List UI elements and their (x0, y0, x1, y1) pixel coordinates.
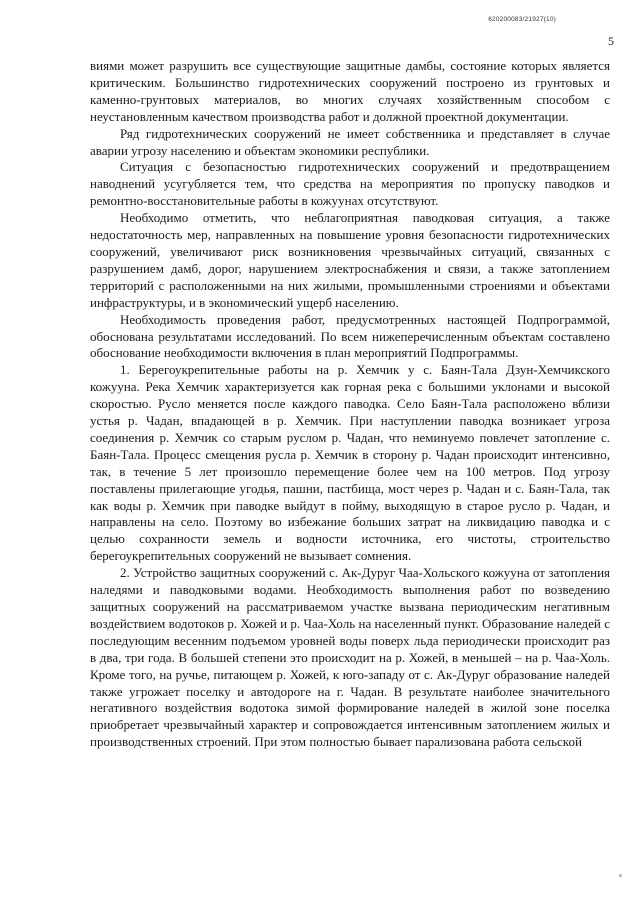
page-number: 5 (608, 34, 614, 48)
document-body (90, 58, 610, 751)
paragraph-item-2: 2. Устройство защитных сооружений с. Ак-Дуруг Чаа-Хольского кожууна от затопления наледями и паводковыми водами. Необходимость выполнения работ по возведению защитных сооружений на рассматриваемом участке вызвана периодическим негативным воздействием водотоков р. Хожей и р. Чаа-Холь на населенный пункт. Образование наледей с последующим весенним подъемом уровней воды поверх льда периодически происходит раз в два, три года. В большей степени это происходит на р. Хожей, в меньшей – на р. Чаа-Холь. Кроме того, на ручье, питающем р. Хожей, к юго-западу от с. Ак-Дуруг образование наледей также угрожает поселку и автодороге на г. Чадан. В результате наиболее значительного негативного воздействия водотока зимой формирование наледей в жилой зоне поселка приобретает чрезвычайный характер и сопровождается интенсивным затоплением жилых и производственных строений. При этом полностью бывает парализована работа сельской (90, 565, 610, 750)
paragraph-item-1: 1. Берегоукрепительные работы на р. Хемчик у с. Баян-Тала Дзун-Хемчикского кожууна. Река Хемчик характеризуется как горная река с большими уклонами и высокой скоростью. Русло меняется после каждого паводка. Село Баян-Тала расположено вблизи устья р. Чадан, впадающей в р. Хемчик. При наступлении паводка возникает угроза соединения р. Хемчик со старым руслом р. Чадан, что неминуемо повлечет затопление с. Баян-Тала. Процесс смещения русла р. Хемчик в сторону р. Чадан происходит интенсивно, так, в течение 5 лет произошло перемещение более чем на 100 метров. Под угрозу поставлены прилегающие угодья, пашни, пастбища, мост через р. Чадан и с. Баян-Тала, так как воды р. Хемчик при паводке выйдут в пойму, выходящую в старое русло р. Чадан, и направлены на село. Поэтому во избежание больших затрат на ликвидацию паводка и с целью сохранности земель и водности источника, его чистоты, строительство берегоукрепительных сооружений не вызывает сомнения. (90, 362, 610, 564)
paragraph: Необходимо отметить, что неблагоприятная паводковая ситуация, а также недостаточность мер, направленных на повышение уровня безопасности гидротехнических сооружений, увеличивают риск возникновения чрезвычайных ситуаций, связанных с разрушением дамб, дорог, нарушением электроснабжения и связи, а также затоплением территорий с расположенными на них жилыми, промышленными строениями и объектами инфраструктуры, и в экономический ущерб населению. (90, 210, 610, 310)
paragraph-continuation: виями может разрушить все существующие защитные дамбы, состояние которых является критическим. Большинство гидротехнических сооружений построено из грунтовых и каменно-грунтовых материалов, во многих случаях хозяйственным способом с неустановленным качеством производства работ и должной проектной документации. (90, 58, 610, 124)
scan-dot (619, 874, 622, 877)
paragraph: Необходимость проведения работ, предусмотренных настоящей Подпрограммой, обоснована результатами исследований. По всем нижеперечисленным объектам составлено обоснование необходимости включения в план мероприятий Подпрограммы. (90, 311, 610, 361)
document-id: 620200083/21927(10) (488, 16, 556, 23)
paragraph: Ситуация с безопасностью гидротехнических сооружений и предотвращением наводнений усугубляется тем, что средства на мероприятия по пропуску паводков и ремонтно-восстановительные работы в кожуунах отсутствуют. (90, 159, 610, 209)
paragraph: Ряд гидротехнических сооружений не имеет собственника и представляет в случае аварии угрозу населению и объектам экономики республики. (90, 125, 610, 158)
